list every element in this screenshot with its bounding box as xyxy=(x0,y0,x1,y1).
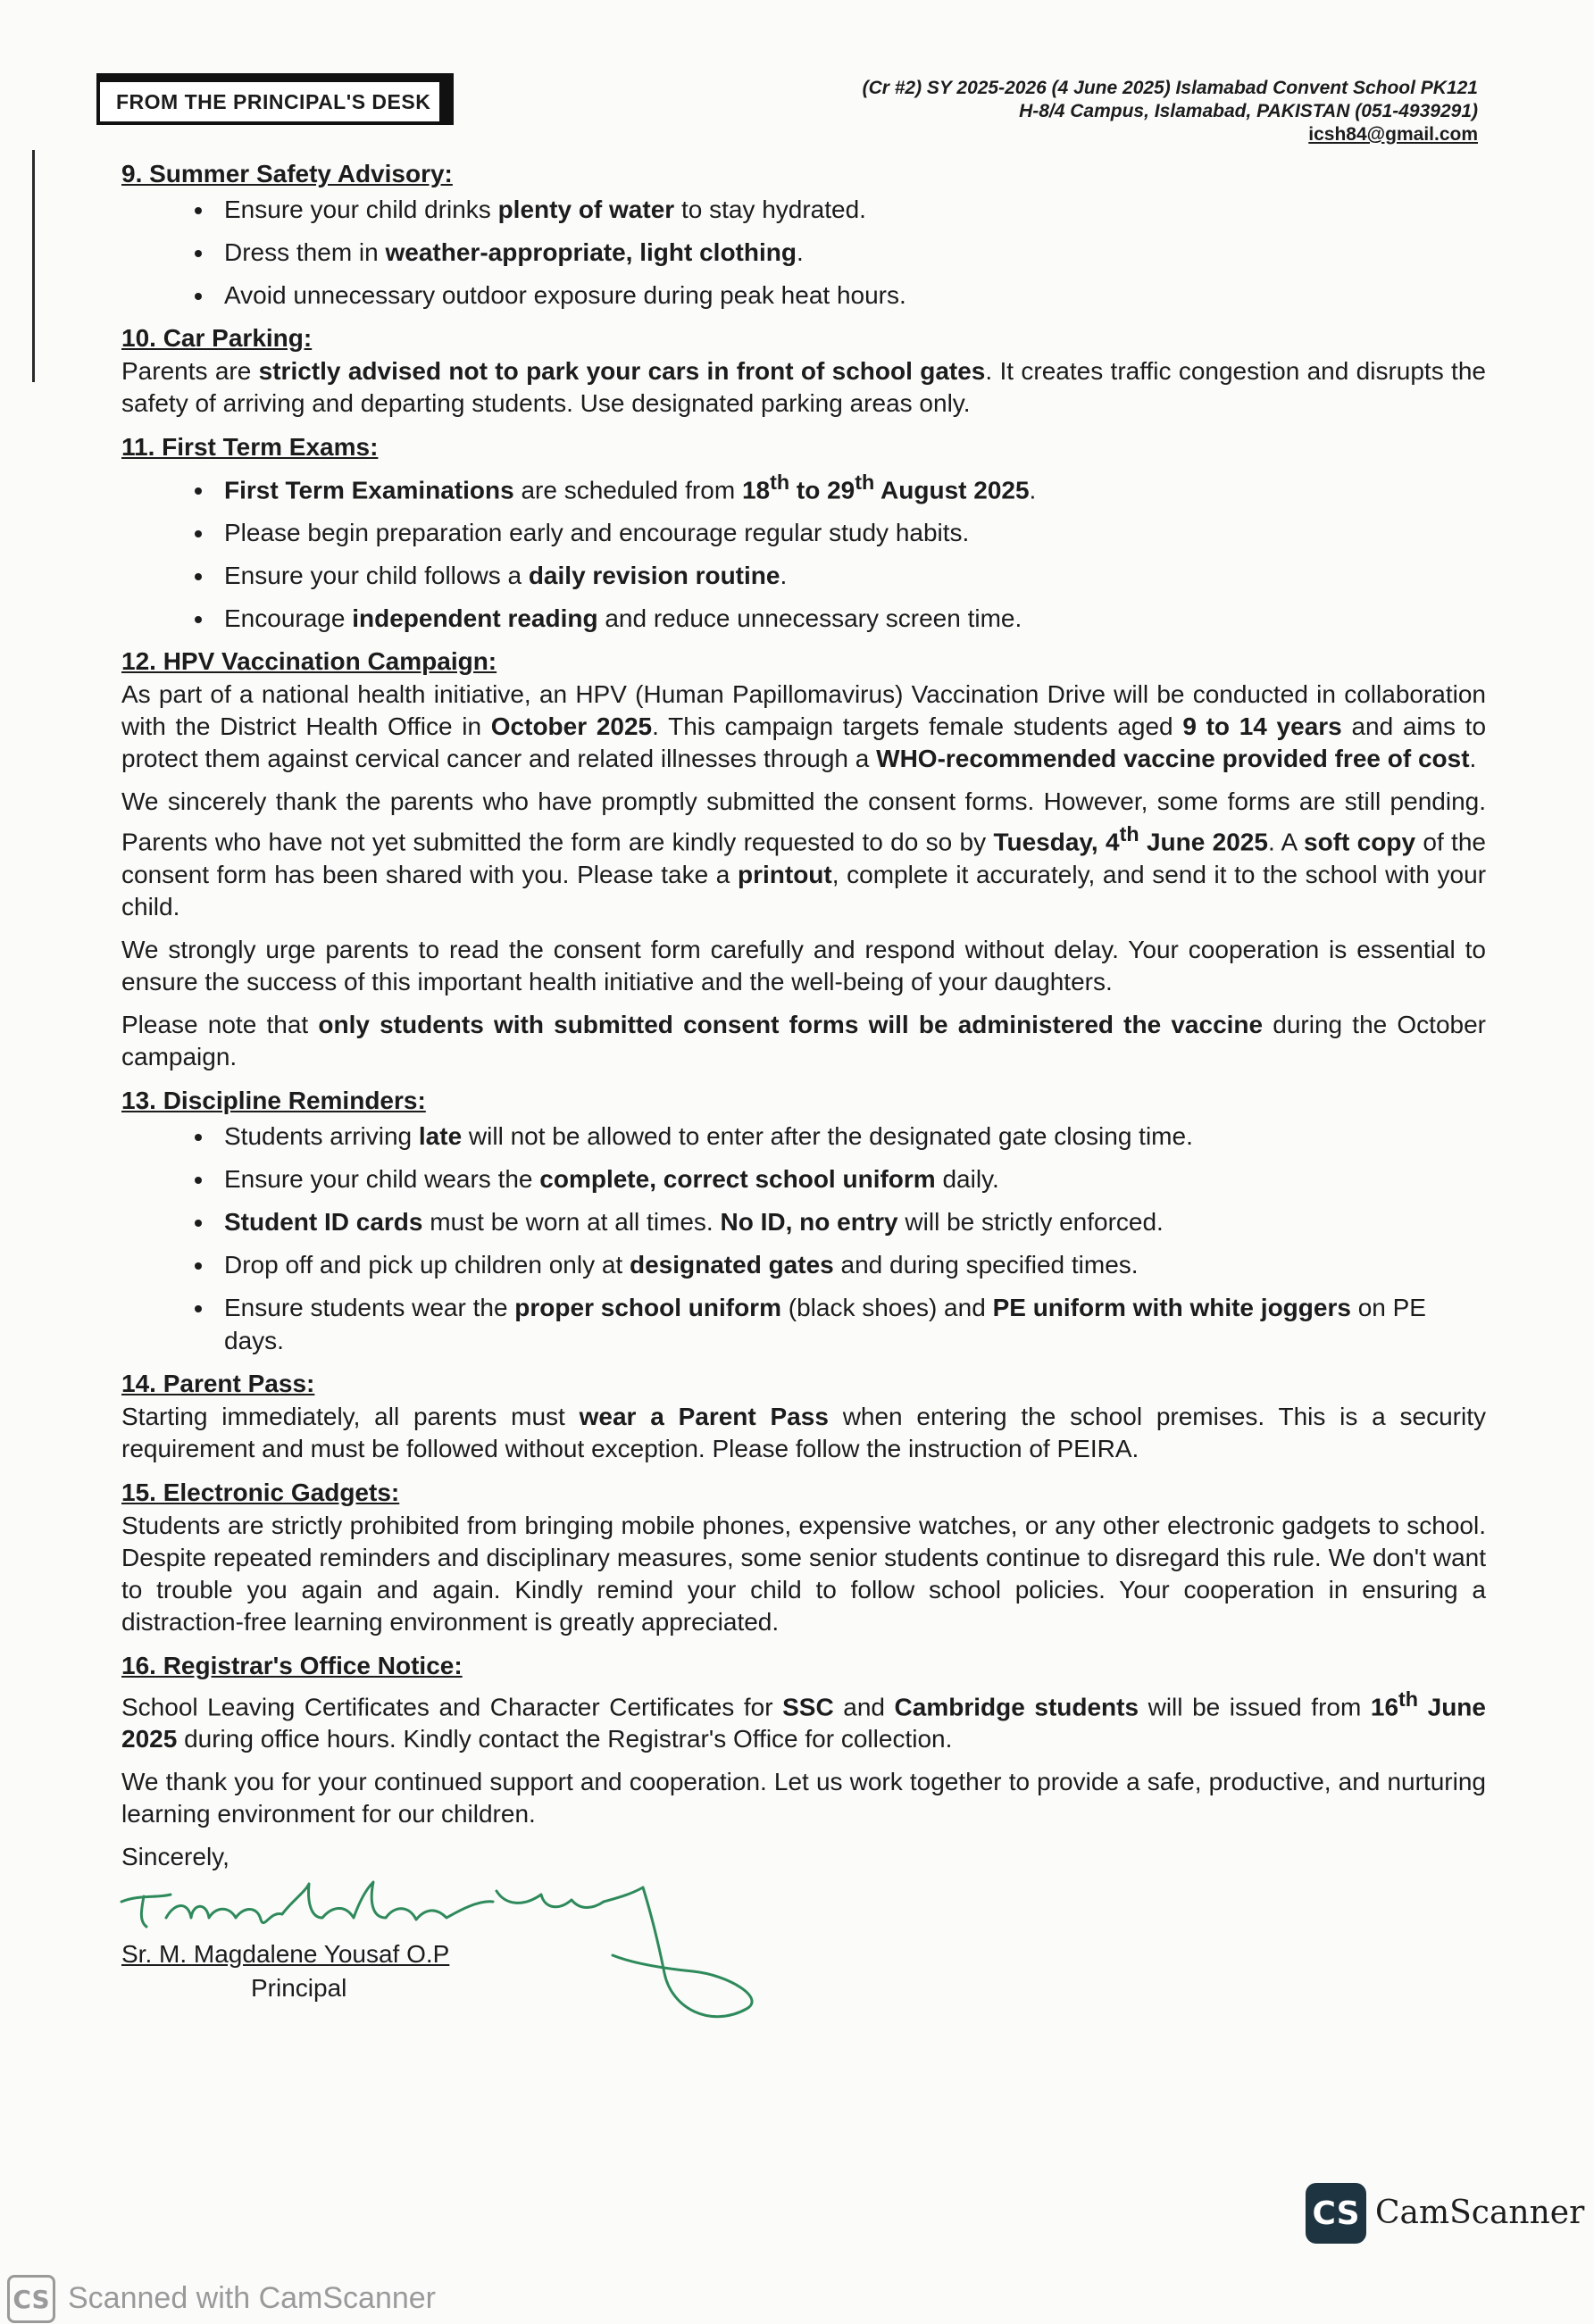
section-9-title: 9. Summer Safety Advisory: xyxy=(121,160,453,187)
section-12-paragraph-3: We strongly urge parents to read the consent form carefully and respond without delay. Your cooperation is essential to ensure the success of this important health initiative and the well-being of your daughters. xyxy=(121,935,1486,995)
camscanner-logo-icon: CS xyxy=(1306,2183,1366,2244)
section-12-title: 12. HPV Vaccination Campaign: xyxy=(121,647,497,676)
camscanner-brand: CamScanner xyxy=(1375,2195,1585,2231)
section-14-title: 14. Parent Pass: xyxy=(121,1369,315,1397)
list-item: • Ensure students wear the proper school uniform (black shoes) and PE uniform with white joggers on PE days. xyxy=(215,1291,1486,1357)
section-15-title: 15. Electronic Gadgets: xyxy=(121,1478,400,1506)
list-item: • Avoid unnecessary outdoor exposure during peak heat hours. xyxy=(215,279,1486,312)
list-item: • Encourage independent reading and reduce unnecessary screen time. xyxy=(215,602,1486,635)
list-item: • Ensure your child wears the complete, correct school uniform daily. xyxy=(215,1162,1486,1195)
letter-body xyxy=(121,157,1486,2098)
section-16-paragraph: School Leaving Certificates and Character Certificates for SSC and Cambridge students will be issued from 16th June 2025 during office hours. Kindly contact the Registrar's Office for collection. xyxy=(121,1687,1486,1753)
section-10-paragraph: Parents are strictly advised not to park your cars in front of school gates. It creates traffic congestion and disrupts the safety of arriving and departing students. Use designated parking areas only. xyxy=(121,357,1486,417)
camscanner-footer-icon: CS xyxy=(7,2275,55,2323)
section-11-list xyxy=(121,466,1486,635)
sincerely-text: Sincerely, xyxy=(121,1842,230,1870)
section-14-paragraph: Starting immediately, all parents must wear a Parent Pass when entering the school premises. This is a security requirement and must be followed without exception. Please follow the instruction of PEIRA. xyxy=(121,1402,1486,1462)
list-item: • Student ID cards must be worn at all times. No ID, no entry will be strictly enforced. xyxy=(215,1205,1486,1238)
section-13-list xyxy=(121,1120,1486,1357)
principal-title: Principal xyxy=(251,1973,347,2002)
circular-reference: (Cr #2) SY 2025-2026 (4 June 2025) Islamabad Convent School PK121 xyxy=(862,78,1478,98)
list-item: • Please begin preparation early and encourage regular study habits. xyxy=(215,516,1486,549)
school-email: icsh84@gmail.com xyxy=(1308,124,1478,145)
section-12-paragraph-4: Please note that only students with submitted consent forms will be administered the vaccine during the October campaign. xyxy=(121,1010,1487,1070)
section-12-paragraph-1: As part of a national health initiative, an HPV (Human Papillomavirus) Vaccination Drive will be conducted in collaboration with the District Health Office in October 2025. This campaign targets female students aged 9 to 14 years and aims to protect them against cervical cancer and related illnesses through a WHO-recommended vaccine provided free of cost. xyxy=(121,680,1487,773)
list-item: • First Term Examinations are scheduled from 18th to 29th August 2025. xyxy=(215,466,1486,506)
margin-line xyxy=(32,150,35,382)
section-15-paragraph: Students are strictly prohibited from bringing mobile phones, expensive watches, or any other electronic gadgets to school. Despite repeated reminders and disciplinary measures, some senior students continue to disregard this rule. We don't want to trouble you again and again. Kindly remind your child to follow school policies. Your cooperation in ensuring a distraction-free learning environment is greatly appreciated. xyxy=(121,1511,1486,1636)
list-item: • Students arriving late will not be allowed to enter after the designated gate closing time. xyxy=(215,1120,1486,1153)
principal-name: Sr. M. Magdalene Yousaf O.P xyxy=(121,1939,450,1968)
section-12-paragraph-2: We sincerely thank the parents who have promptly submitted the consent forms. However, some forms are still pending. Parents who have not yet submitted the form are kindly requested to do so by Tuesday, 4th June 2025. A soft copy of the consent form has been shared with you. Please take a printout, complete it accurately, and send it to the school with your child. xyxy=(121,787,1487,920)
section-13-title: 13. Discipline Reminders: xyxy=(121,1086,426,1114)
list-item: • Ensure your child drinks plenty of water to stay hydrated. xyxy=(215,193,1486,226)
closing-paragraph: We thank you for your continued support and cooperation. Let us work together to provide a safe, productive, and nurturing learning environment for our children. xyxy=(121,1767,1486,1828)
section-9-list xyxy=(121,193,1486,312)
school-header xyxy=(863,77,1478,146)
list-item: • Dress them in weather-appropriate, light clothing. xyxy=(215,236,1486,269)
school-address: H-8/4 Campus, Islamabad, PAKISTAN (051-4939291) xyxy=(1019,101,1478,121)
desk-label-box xyxy=(96,73,454,125)
signature-block xyxy=(121,1884,1486,2098)
section-11-title: 11. First Term Exams: xyxy=(121,433,379,461)
desk-label: FROM THE PRINCIPAL'S DESK xyxy=(116,89,431,113)
list-item: • Ensure your child follows a daily revision routine. xyxy=(215,559,1486,592)
section-10-title: 10. Car Parking: xyxy=(121,324,313,352)
scanned-with-text: Scanned with CamScanner xyxy=(68,2281,437,2315)
section-16-title: 16. Registrar's Office Notice: xyxy=(121,1651,463,1679)
list-item: • Drop off and pick up children only at designated gates and during specified times. xyxy=(215,1248,1486,1281)
